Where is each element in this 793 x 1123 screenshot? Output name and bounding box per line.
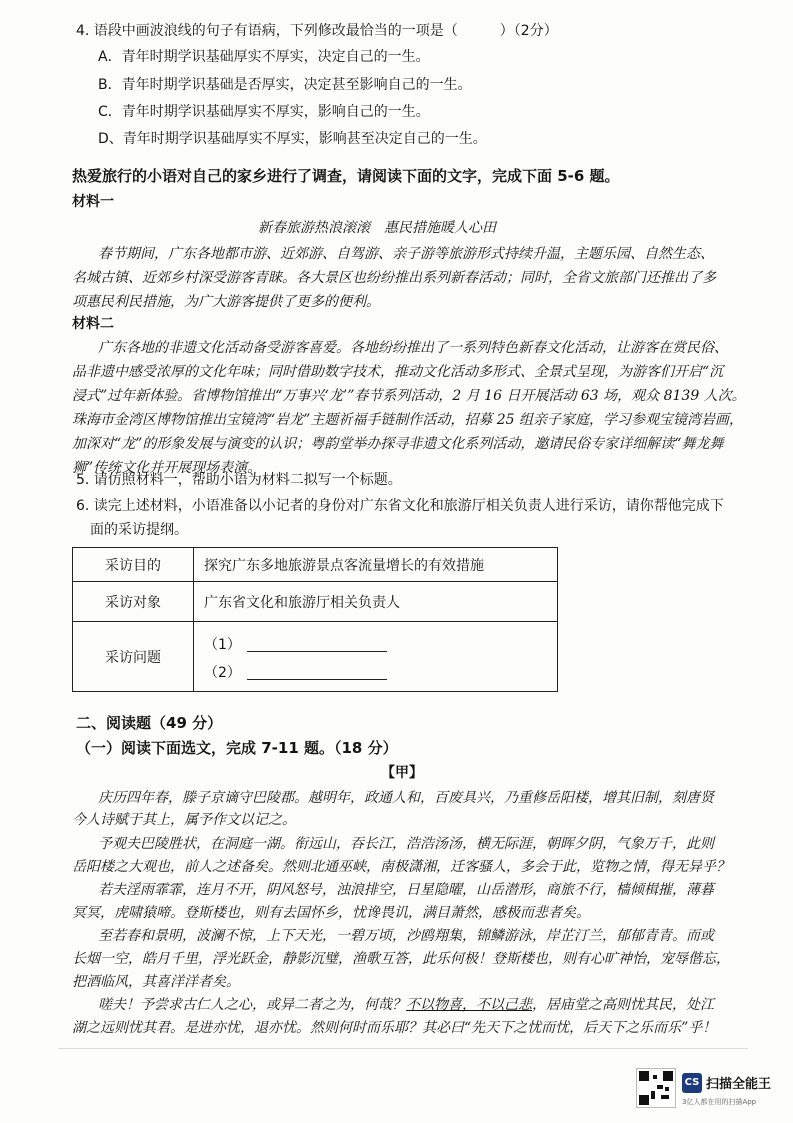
answer-number: （2） (204, 664, 241, 681)
passage-line: 予观夫巴陵胜状，在洞庭一湖。衔远山，吞长江，浩浩汤汤，横无际涯，朝晖夕阴，气象万千，此则 (98, 836, 714, 852)
q4-stem: 4. 语段中画波浪线的句子有语病，下列修改最恰当的一项是（ ）（2分） (76, 23, 558, 39)
table-answer-cell (194, 622, 558, 692)
material2-line: 品非遗中感受浓厚的文化年味；同时借助数字技术，推动文化活动多形式、全景式呈现，为游客们开启“沉 (72, 364, 724, 380)
section-intro: 热爱旅行的小语对自己的家乡进行了调查，请阅读下面的文字，完成下面 5-6 题。 (72, 167, 620, 185)
material2-line: 狮”传统文化并开展现场表演。 (72, 460, 262, 476)
material2-line: 珠海市金湾区博物馆推出宝镜湾“岩龙”主题祈福手链制作活动，招募 25 组亲子家庭，学习参观宝镜湾岩画， (72, 412, 744, 428)
material1-label: 材料一 (72, 194, 114, 210)
passage-line: 庆历四年春，滕子京谪守巴陵郡。越明年，政通人和，百废具兴，乃重修岳阳楼，增其旧制，刻唐贤 (98, 790, 714, 806)
material1-line: 项惠民利民措施，为广大游客提供了更多的便利。 (72, 294, 380, 310)
passage-line: 把酒临风，其喜洋洋者矣。 (72, 974, 240, 990)
material1-line: 名城古镇、近郊乡村深受游客青睐。各大景区也纷纷推出系列新春活动；同时，全省文旅部门还推出了多 (72, 270, 716, 286)
camscanner-logo-icon: CS (682, 1073, 702, 1093)
answer-line-1[interactable] (204, 634, 547, 654)
q4-option-d: D、青年时期学识基础厚实不厚实，影响甚至决定自己的一生。 (98, 131, 487, 147)
q4-option-c: C．青年时期学识基础厚实不厚实，影响自己的一生。 (98, 104, 430, 120)
section2-title: 二、阅读题（49 分） (76, 714, 223, 732)
table-key: 采访问题 (73, 622, 194, 692)
q6-line2: 面的采访提纲。 (90, 522, 188, 538)
table-value: 广东省文化和旅游厅相关负责人 (194, 582, 558, 622)
qr-code-icon (636, 1068, 676, 1108)
material2-line: 加深对“龙”的形象发展与演变的认识；粤韵堂举办探寻非遗文化系列活动，邀请民俗专家详细解读“舞龙舞 (72, 436, 724, 452)
q5: 5. 请仿照材料一，帮助小语为材料二拟写一个标题。 (76, 472, 402, 488)
table-row (73, 622, 558, 692)
passage-line: 今人诗赋于其上，属予作文以记之。 (72, 812, 296, 828)
q4-option-b: B．青年时期学识基础是否厚实，决定甚至影响自己的一生。 (98, 77, 472, 93)
passage-line: 湖之远则忧其君。是进亦忧，退亦忧。然则何时而乐耶？其必曰“先天下之忧而忧，后天下之乐而乐”乎！ (72, 1020, 717, 1036)
passage-text: 嗟夫！予尝求古仁人之心，或异二者之为，何哉？ (98, 997, 406, 1013)
passage-line: 若夫淫雨霏霏，连月不开，阴风怒号，浊浪排空，日星隐曜，山岳潜形，商旅不行，樯倾楫摧，薄暮 (98, 882, 714, 898)
answer-number: （1） (204, 636, 241, 653)
material2-line: 广东各地的非遗文化活动备受游客喜爱。各地纷纷推出了一系列特色新春文化活动，让游客在赏民俗、 (98, 340, 728, 356)
answer-line-2[interactable] (204, 662, 547, 682)
material1-title: 新春旅游热浪滚滚 惠民措施暖人心田 (258, 220, 496, 236)
table-row (73, 548, 558, 582)
watermark-subtitle: 3亿人都在用的扫描App (682, 1098, 757, 1106)
material2-label: 材料二 (72, 316, 114, 332)
watermark-name: 扫描全能王 (706, 1077, 772, 1092)
passage-label: 【甲】 (381, 765, 423, 781)
table-value: 探究广东多地旅游景点客流量增长的有效措施 (194, 548, 558, 582)
q4-option-a: A．青年时期学识基础厚实不厚实，决定自己的一生。 (98, 49, 430, 65)
material2-line: 浸式”过年新体验。省博物馆推出“万事兴‘龙’”春节系列活动，2 月 16 日开展活动 63 场，观众 8139 人次。 (72, 388, 746, 404)
passage-line (98, 995, 714, 1015)
table-key: 采访对象 (73, 582, 194, 622)
q6-line1: 6. 读完上述材料，小语准备以小记者的身份对广东省文化和旅游厅相关负责人进行采访，请你帮他完成下 (76, 498, 724, 514)
passage-text: ，居庙堂之高则忧其民，处江 (532, 997, 714, 1013)
table-key: 采访目的 (73, 548, 194, 582)
footer-divider (58, 1048, 748, 1049)
material1-line: 春节期间，广东各地都市游、近郊游、自驾游、亲子游等旅游形式持续升温，主题乐园、自然生态、 (98, 246, 714, 262)
passage-line: 冥冥，虎啸猿啼。登斯楼也，则有去国怀乡，忧谗畏讥，满目萧然，感极而悲者矣。 (72, 905, 590, 921)
underlined-phrase: 不以物喜，不以己悲 (406, 997, 532, 1013)
passage-line: 长烟一空，皓月千里，浮光跃金，静影沉璧，渔歌互答，此乐何极！登斯楼也，则有心旷神怡，宠辱偕忘， (72, 951, 730, 967)
passage-line: 岳阳楼之大观也，前人之述备矣。然则北通巫峡，南极潇湘，迁客骚人，多会于此，览物之情，得无异乎？ (72, 859, 730, 875)
passage-line: 至若春和景明，波澜不惊，上下天光，一碧万顷，沙鸥翔集，锦鳞游泳，岸芷汀兰，郁郁青青。而或 (98, 928, 714, 944)
table-row (73, 582, 558, 622)
interview-outline-table (72, 547, 558, 692)
subsection1-title: （一）阅读下面选文，完成 7-11 题。（18 分） (76, 739, 398, 757)
